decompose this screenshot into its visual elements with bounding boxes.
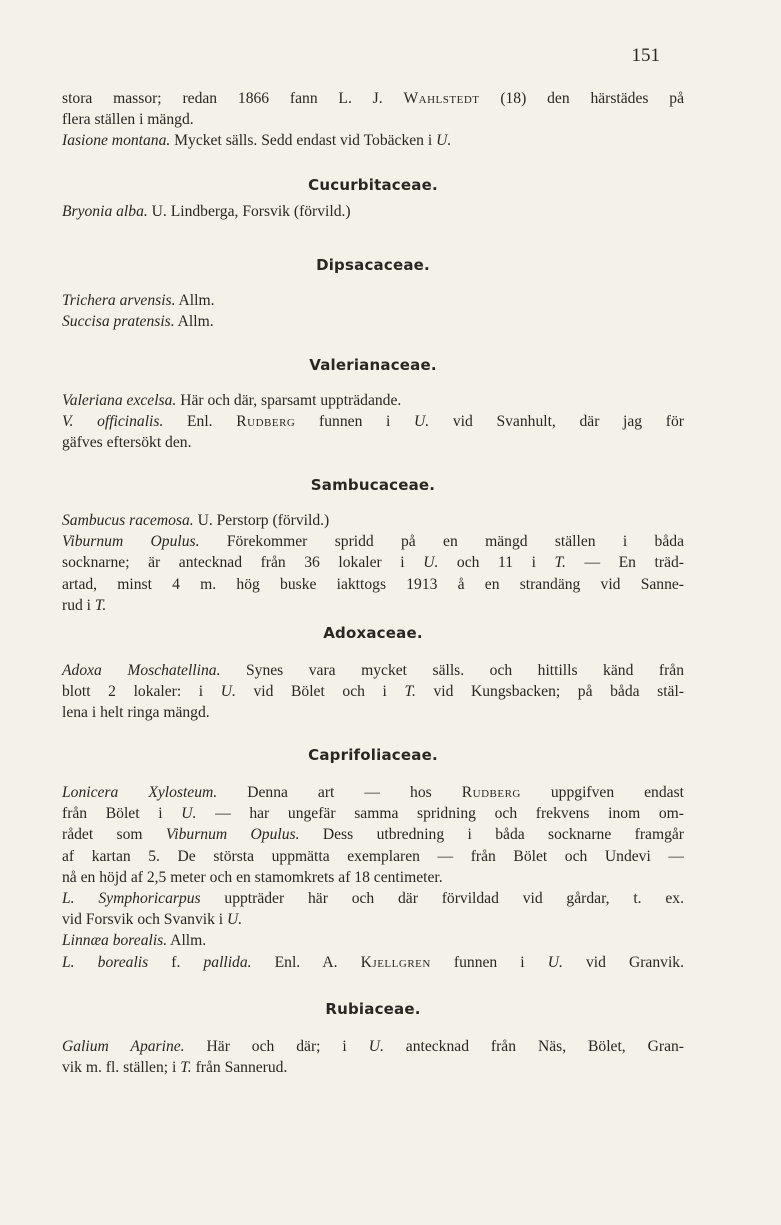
entry-text: från Sannerud. bbox=[191, 1059, 288, 1077]
entry-text: vid Forsvik och Svanvik i bbox=[62, 911, 228, 929]
species-name: Viburnum Opulus. bbox=[165, 826, 300, 844]
entry-adoxa-line-3: lena i helt ringa mängd. bbox=[62, 704, 210, 722]
region-abbr: T. bbox=[554, 554, 566, 572]
entry-text: vik m. fl. ställen; i bbox=[62, 1059, 181, 1077]
entry-text: socknarne; är antecknad från 36 lokaler i bbox=[62, 554, 424, 572]
entry-adoxa-line-1 bbox=[62, 660, 684, 681]
species-name: Trichera arvensis. bbox=[62, 292, 176, 309]
section-body-valerianaceae bbox=[62, 390, 684, 454]
entry-linnaea bbox=[62, 930, 684, 951]
region-abbr: U. bbox=[227, 911, 243, 929]
section-heading-adoxaceae: Adoxaceae. bbox=[323, 624, 423, 642]
page-number: 151 bbox=[631, 45, 660, 66]
entry-text: Här och där, sparsamt uppträdande. bbox=[176, 392, 402, 409]
entry-text: U. Lindberga, Forsvik (förvild.) bbox=[147, 203, 351, 220]
region-abbr: T. bbox=[404, 683, 416, 701]
species-name: Iasione montana. bbox=[62, 132, 171, 150]
species-name: L. Symphoricarpus bbox=[62, 890, 201, 908]
entry-text: uppträder här och där förvildad vid gårdar, t. ex. bbox=[200, 890, 684, 908]
entry-text: vid Bölet och i bbox=[235, 683, 405, 701]
entry-text: rådet som bbox=[62, 826, 166, 844]
entry-lonicera-line-2 bbox=[62, 803, 684, 824]
entry-text: f. bbox=[148, 953, 204, 971]
entry-symphoricarpus-line-2 bbox=[62, 909, 684, 930]
entry-v-officinalis bbox=[62, 411, 684, 432]
species-name: Galium Aparine. bbox=[62, 1038, 185, 1055]
entry-valeriana bbox=[62, 390, 684, 411]
entry-text: Enl. A. bbox=[251, 953, 361, 971]
entry-lonicera-line-3 bbox=[62, 824, 684, 845]
entry-v-officinalis-cont: gäfves eftersökt den. bbox=[62, 434, 192, 452]
species-name: V. officinalis. bbox=[62, 413, 164, 431]
region-abbr: U. bbox=[414, 413, 430, 431]
entry-text: från Bölet i bbox=[62, 805, 182, 823]
section-body-caprifoliaceae bbox=[62, 782, 684, 973]
region-abbr: U. bbox=[423, 554, 439, 572]
species-name: Bryonia alba. bbox=[62, 203, 148, 220]
entry-text: Allm. bbox=[167, 932, 207, 950]
region-abbr: U. bbox=[436, 132, 452, 150]
author-name: Rudberg bbox=[236, 413, 296, 431]
region-abbr: T. bbox=[94, 596, 107, 614]
author-name: Rudberg bbox=[461, 784, 521, 801]
entry-galium-line-2 bbox=[62, 1057, 684, 1078]
entry-text: Denna art — hos bbox=[217, 784, 462, 801]
entry-text: vid Granvik. bbox=[562, 953, 684, 971]
entry-text: funnen i bbox=[295, 413, 415, 431]
region-abbr: U. bbox=[368, 1038, 384, 1055]
species-name: Sambucus racemosa. bbox=[62, 512, 194, 529]
species-name: Viburnum Opulus. bbox=[62, 533, 200, 551]
entry-lonicera-line-5: nå en höjd af 2,5 meter och en stamomkrets af 18 centimeter. bbox=[62, 868, 443, 886]
entry-text: och 11 i bbox=[438, 554, 555, 572]
section-heading-dipsacaceae: Dipsacaceae. bbox=[316, 256, 430, 274]
entry-viburnum-line-1 bbox=[62, 531, 684, 552]
species-name: Succisa pratensis. bbox=[62, 313, 175, 331]
entry-text: uppgifven endast bbox=[520, 784, 684, 801]
species-name: L. borealis bbox=[62, 953, 149, 971]
entry-text: Här och där; i bbox=[184, 1038, 369, 1055]
entry-text: Enl. bbox=[163, 413, 237, 431]
section-body-adoxaceae bbox=[62, 660, 684, 724]
section-heading-sambucaceae: Sambucaceae. bbox=[310, 476, 436, 494]
intro-line-3 bbox=[62, 130, 684, 151]
section-body-rubiaceae bbox=[62, 1036, 684, 1078]
entry-text: Allm. bbox=[174, 313, 214, 331]
region-abbr: U. bbox=[547, 953, 563, 971]
species-name: Valeriana excelsa. bbox=[62, 392, 177, 409]
form-name: pallida. bbox=[203, 953, 252, 971]
entry-text: vid Kungsbacken; på båda stäl- bbox=[415, 683, 684, 701]
intro-line-1 bbox=[62, 88, 684, 109]
entry-viburnum-line-2 bbox=[62, 552, 684, 573]
entry-succisa bbox=[62, 311, 684, 332]
author-name: Kjellgren bbox=[360, 953, 431, 971]
region-abbr: T. bbox=[180, 1059, 192, 1077]
entry-text: rud i bbox=[62, 596, 95, 614]
intro-text: (18) den härstädes på bbox=[479, 90, 684, 107]
entry-text: Mycket sälls. Sedd endast vid Tobäcken i bbox=[170, 132, 437, 150]
entry-text: — har ungefär samma spridning och frekvens inom om- bbox=[196, 805, 684, 823]
intro-paragraph bbox=[62, 88, 684, 152]
entry-text: U. Perstorp (förvild.) bbox=[193, 512, 330, 529]
entry-lonicera-line-4: af kartan 5. De största uppmätta exemplaren — från Bölet och Undevi — bbox=[62, 847, 684, 865]
entry-lonicera-line-1 bbox=[62, 782, 684, 803]
entry-text: antecknad från Näs, Bölet, Gran- bbox=[383, 1038, 684, 1055]
region-abbr: U. bbox=[181, 805, 197, 823]
entry-symphoricarpus-line-1 bbox=[62, 888, 684, 909]
entry-bryonia bbox=[62, 201, 684, 222]
entry-text: Allm. bbox=[175, 292, 215, 309]
section-body-sambucaceae bbox=[62, 510, 684, 616]
section-body-cucurbitaceae bbox=[62, 201, 684, 222]
species-name: Lonicera Xylosteum. bbox=[62, 784, 218, 801]
entry-sambucus bbox=[62, 510, 684, 531]
section-body-dipsacaceae bbox=[62, 290, 684, 332]
section-heading-rubiaceae: Rubiaceae. bbox=[325, 1000, 421, 1018]
section-heading-caprifoliaceae: Caprifoliaceae. bbox=[308, 746, 438, 764]
species-name: Adoxa Moschatellina. bbox=[62, 662, 221, 679]
section-heading-valerianaceae: Valerianaceae. bbox=[309, 356, 437, 374]
entry-trichera bbox=[62, 290, 684, 311]
author-name: Wahlstedt bbox=[403, 90, 480, 107]
intro-text: stora massor; redan 1866 fann L. J. bbox=[62, 90, 404, 107]
entry-linnaea-pallida bbox=[62, 952, 684, 973]
entry-text: funnen i bbox=[430, 953, 548, 971]
section-heading-cucurbitaceae: Cucurbitaceae. bbox=[308, 176, 438, 194]
entry-text: Förekommer spridd på en mängd ställen i båda bbox=[199, 533, 684, 551]
species-name: Linnæa borealis. bbox=[62, 932, 168, 950]
entry-text: — En träd- bbox=[565, 554, 684, 572]
entry-viburnum-line-4 bbox=[62, 595, 684, 616]
entry-text: blott 2 lokaler: i bbox=[62, 683, 221, 701]
entry-adoxa-line-2 bbox=[62, 681, 684, 702]
entry-galium-line-1 bbox=[62, 1036, 684, 1057]
entry-viburnum-line-3: artad, minst 4 m. hög buske iakttogs 1913 å en strandäng vid Sanne- bbox=[62, 575, 684, 593]
intro-line-2: flera ställen i mängd. bbox=[62, 111, 194, 129]
entry-text: vid Svanhult, där jag för bbox=[429, 413, 684, 431]
region-abbr: U. bbox=[220, 683, 236, 701]
entry-text: Synes vara mycket sälls. och hittills känd från bbox=[220, 662, 684, 679]
entry-text: Dess utbredning i båda socknarne framgår bbox=[299, 826, 684, 844]
